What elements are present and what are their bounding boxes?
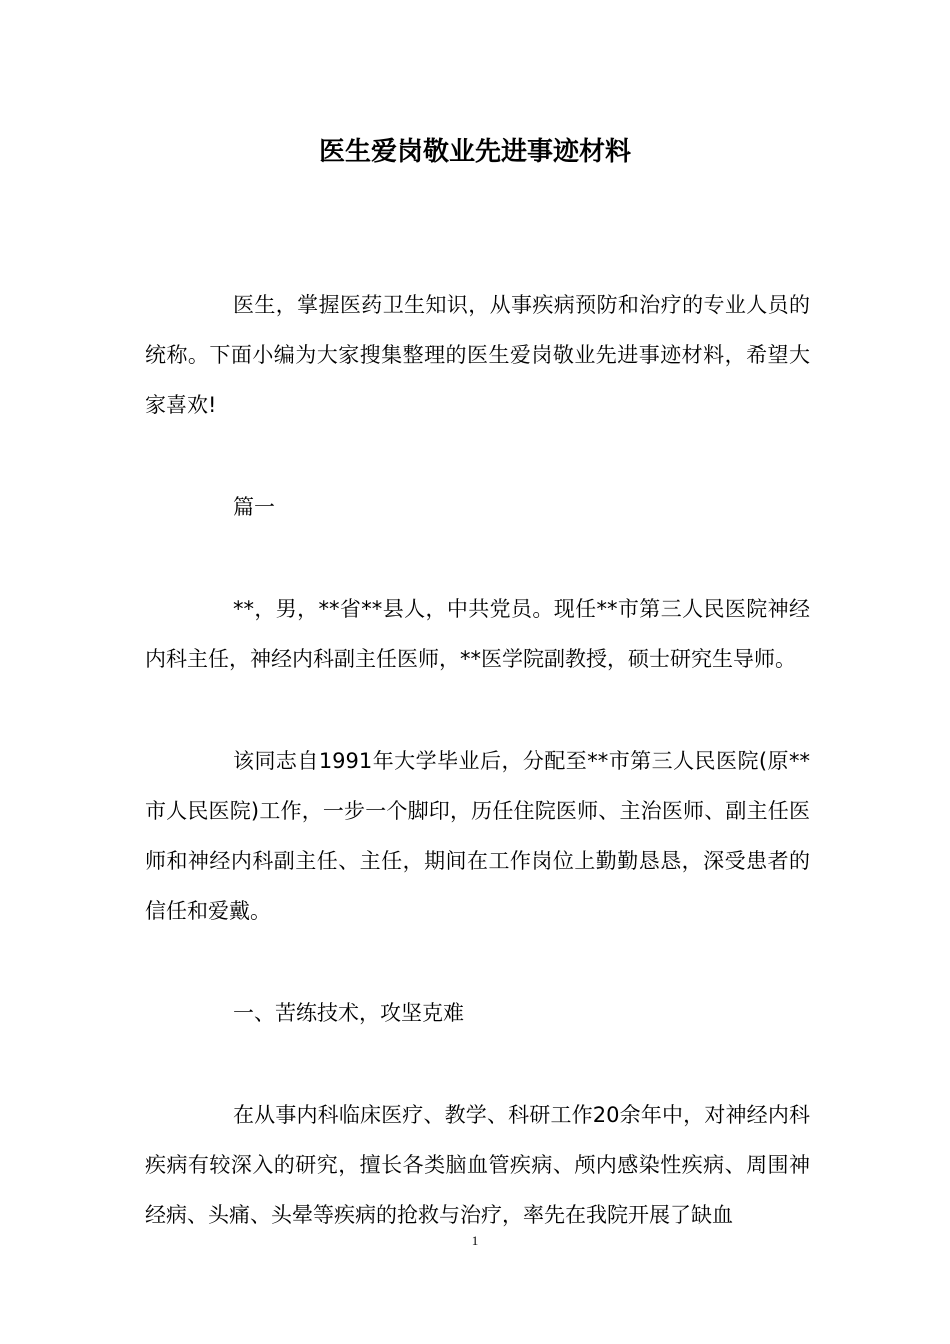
profile-paragraph: **，男，**省**县人，中共党员。现任**市第三人民医院神经内科主任，神经内科副主任医师，**医学院副教授，硕士研究生导师。: [145, 597, 810, 671]
section-heading-part-one: 篇一: [233, 495, 275, 519]
intro-paragraph: 医生，掌握医药卫生知识，从事疾病预防和治疗的专业人员的统称。下面小编为大家搜集整理的医生爱岗敬业先进事迹材料，希望大家喜欢!: [145, 293, 810, 417]
subheading-skills: 一、苦练技术，攻坚克难: [233, 1001, 464, 1025]
paragraph-spacer: [145, 1038, 810, 1090]
page-number: 1: [471, 1233, 479, 1248]
paragraph-spacer: [145, 684, 810, 736]
paragraph-spacer: [145, 936, 810, 988]
skills-paragraph: 在从事内科临床医疗、教学、科研工作20余年中，对神经内科疾病有较深入的研究，擅长各类脑血管疾病、颅内感染性疾病、周围神经病、头痛、头晕等疾病的抢救与治疗，率先在我院开展了缺血: [145, 1103, 810, 1227]
paragraph-spacer: [145, 430, 810, 482]
career-paragraph: 该同志自1991年大学毕业后，分配至**市第三人民医院(原**市人民医院)工作，一步一个脚印，历任住院医师、主治医师、副主任医师和神经内科副主任、主任，期间在工作岗位上勤勤恳恳，深受患者的信任和爱戴。: [145, 749, 810, 923]
document-title: 医生爱岗敬业先进事迹材料: [318, 137, 631, 167]
paragraph-spacer: [145, 532, 810, 584]
document-body: [145, 280, 810, 1240]
